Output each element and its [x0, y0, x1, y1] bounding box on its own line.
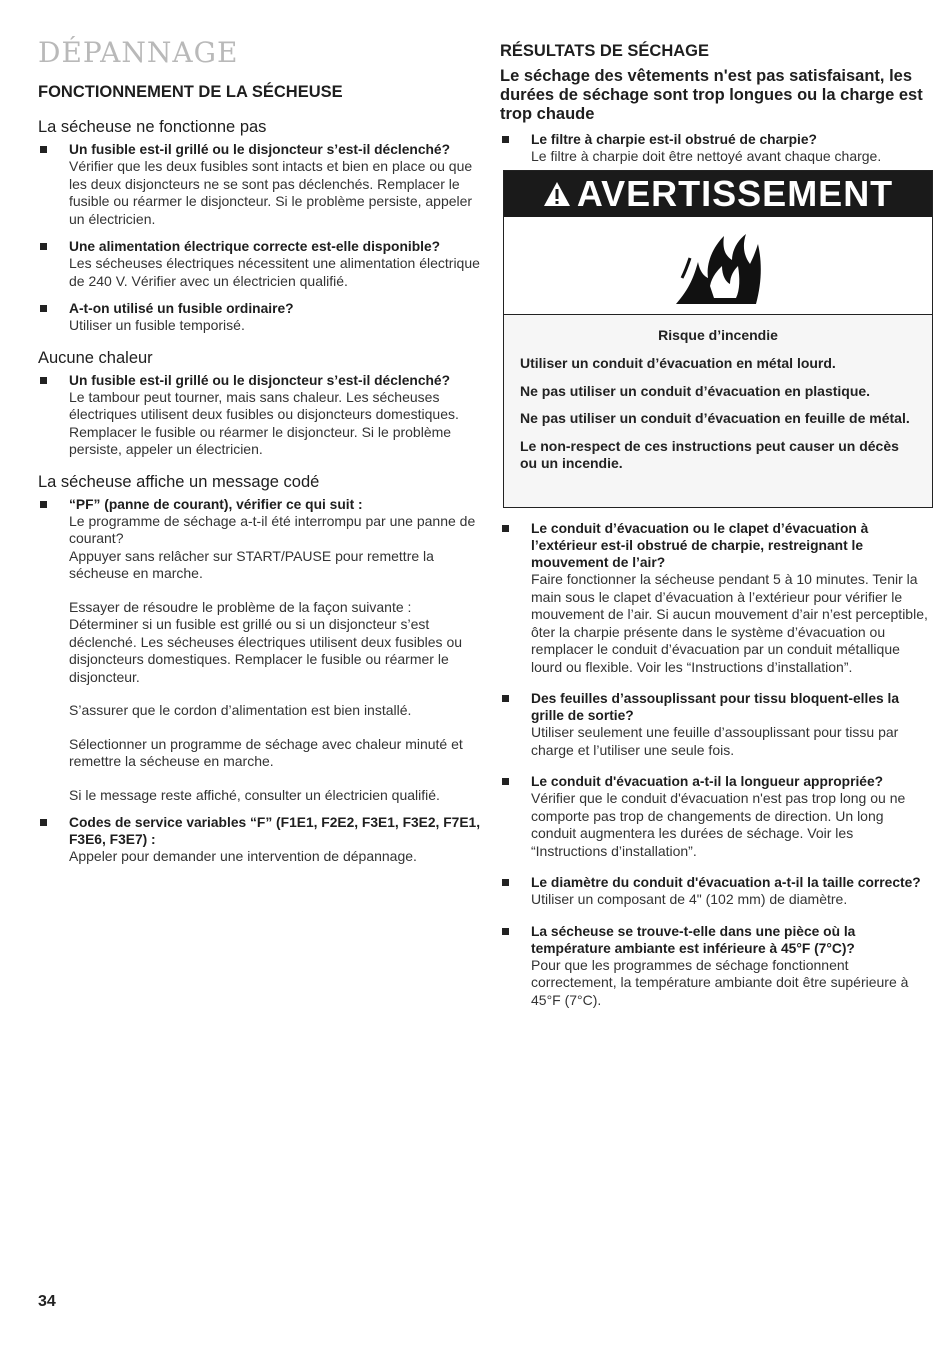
answer: Pour que les programmes de séchage fonctionnent correctement, la température ambiante doit être supérieure à 45°F (7°C).	[531, 956, 909, 1008]
answer: Vérifier que le conduit d'évacuation n'est pas trop long ou ne comporte pas trop de changements de direction. Un long conduit augmentera les durées de séchage. Voir les “Instructions d’installation”.	[531, 790, 906, 859]
answer: Les sécheuses électriques nécessitent une alimentation électrique de 240 V. Vérifier avec un électricien qualifié.	[69, 255, 480, 289]
list-item	[38, 141, 483, 228]
bullet-icon	[502, 879, 509, 886]
bullet-icon	[502, 778, 509, 785]
results-heading: Le séchage des vêtements n'est pas satisfaisant, les durées de séchage sont trop longues ou la charge est trop chaude	[500, 67, 923, 123]
paragraph: Si le message reste affiché, consulter un électricien qualifié.	[69, 786, 440, 803]
bullet-icon	[40, 305, 47, 312]
question: A-t-on utilisé un fusible ordinaire?	[69, 301, 294, 316]
question: La sécheuse se trouve-t-elle dans une pièce où la température ambiante est inférieure à 45°F (7°C)?	[531, 923, 856, 956]
question: “PF” (panne de courant), vérifier ce qui suit :	[69, 496, 363, 512]
list-item	[38, 496, 483, 805]
warning-box	[503, 170, 933, 508]
bullet-icon	[40, 819, 47, 826]
warning-line: Le non-respect de ces instructions peut causer un décès ou un incendie.	[520, 437, 899, 471]
answer: Vérifier que les deux fusibles sont intacts et bien en place ou que les deux disjoncteurs ne se sont pas déclenchés. Remplacer le fusible ou réarmer le disjoncteur. Si le problème persiste, appeler un électricien.	[69, 158, 473, 227]
list-item	[500, 520, 932, 676]
answer: Le tambour peut tourner, mais sans chaleur. Les sécheuses électriques utilisent deux fusibles ou disjoncteurs domestiques. Remplacer le fusible ou réarmer le disjoncteur. Si le problème persiste, appeler un électricien.	[69, 388, 459, 457]
answer: Le filtre à charpie doit être nettoyé avant chaque charge.	[531, 148, 882, 164]
bullet-icon	[40, 146, 47, 153]
left-column	[38, 36, 483, 880]
page-title: DÉPANNAGE	[38, 36, 239, 69]
warning-triangle-icon	[543, 181, 571, 207]
list-item	[500, 923, 932, 1010]
paragraph: S’assurer que le cordon d’alimentation est bien installé.	[69, 702, 412, 718]
warning-header	[504, 171, 932, 217]
question: Le filtre à charpie est-il obstrué de charpie?	[531, 132, 817, 147]
question: Des feuilles d’assouplissant pour tissu bloquent-elles la grille de sortie?	[531, 691, 900, 723]
page-number: 34	[38, 1293, 56, 1310]
paragraph: Essayer de résoudre le problème de la façon suivante : Déterminer si un fusible est grillé ou si un disjoncteur s’est déclenché. Les sécheuses électriques utilisent deux fusibles ou disjoncteurs domestiques. Remplacer le fusible ou réarmer le disjoncteur.	[69, 598, 463, 685]
list-item	[500, 773, 932, 860]
question: Le conduit d’évacuation ou le clapet d’évacuation à l’extérieur est-il obstrué de charpie, restreignant le mouvement de l’air?	[531, 521, 869, 570]
answer: Utiliser un composant de 4" (102 mm) de diamètre.	[531, 891, 848, 907]
list-item	[38, 814, 483, 866]
answer: Appeler pour demander une intervention de dépannage.	[69, 848, 417, 864]
list-item	[500, 690, 932, 759]
list-item	[500, 131, 932, 166]
warning-line: Ne pas utiliser un conduit d’évacuation en plastique.	[520, 382, 871, 399]
section-title-dryer-operation: FONCTIONNEMENT DE LA SÉCHEUSE	[38, 83, 343, 101]
question: Un fusible est-il grillé ou le disjoncteur s’est-il déclenché?	[69, 142, 451, 157]
bullet-icon	[502, 695, 509, 702]
group-no-operation	[38, 118, 483, 335]
list-item	[38, 300, 483, 335]
bullet-icon	[40, 501, 47, 508]
question: Le conduit d'évacuation a-t-il la longueur appropriée?	[531, 774, 884, 789]
paragraph: Sélectionner un programme de séchage avec chaleur minuté et remettre la sécheuse en marche.	[69, 735, 463, 769]
group-coded-message	[38, 473, 483, 866]
question: Le diamètre du conduit d'évacuation a-t-il la taille correcte?	[531, 875, 921, 890]
warning-risk: Risque d’incendie	[658, 327, 778, 343]
group-title: La sécheuse affiche un message codé	[38, 472, 320, 491]
group-title: La sécheuse ne fonctionne pas	[38, 118, 267, 136]
right-column-list	[500, 520, 932, 1019]
fire-icon-area	[504, 217, 932, 315]
warning-line: Utiliser un conduit d’évacuation en métal lourd.	[520, 355, 836, 371]
bullet-icon	[40, 377, 47, 384]
bullet-icon	[502, 136, 509, 143]
list-item	[38, 372, 483, 459]
question: Codes de service variables “F” (F1E1, F2E2, F3E1, F3E2, F7E1, F3E6, F3E7) :	[69, 815, 481, 847]
group-no-heat	[38, 349, 483, 459]
bullet-icon	[40, 243, 47, 250]
question: Une alimentation électrique correcte est-elle disponible?	[69, 239, 441, 254]
answer: Utiliser un fusible temporisé.	[69, 317, 245, 333]
section-title-drying-results: RÉSULTATS DE SÉCHAGE	[500, 42, 710, 60]
bullet-icon	[502, 525, 509, 532]
list-item	[500, 874, 932, 909]
group-title: Aucune chaleur	[38, 348, 153, 367]
right-column-top	[500, 42, 932, 176]
answer: Utiliser seulement une feuille d’assouplissant pour tissu par charge et l’utiliser une seule fois.	[531, 724, 899, 758]
warning-title: AVERTISSEMENT	[576, 173, 894, 214]
fire-icon	[670, 226, 766, 306]
warning-line: Ne pas utiliser un conduit d’évacuation en feuille de métal.	[520, 410, 910, 426]
answer: Le programme de séchage a-t-il été interrompu par une panne de courant? Appuyer sans relâcher sur START/PAUSE pour remettre la sécheuse en marche.	[69, 512, 476, 581]
bullet-icon	[502, 928, 509, 935]
question: Un fusible est-il grillé ou le disjoncteur s’est-il déclenché?	[69, 372, 451, 388]
list-item	[38, 238, 483, 290]
answer: Faire fonctionner la sécheuse pendant 5 à 10 minutes. Tenir la main sous le clapet d’évacuation à l’extérieur pour vérifier le mouvement de l’air. Si aucun mouvement d’air n’est perceptible, ôter la charpie présente dans le système d’évacuation ou remplacer le conduit d’évacuation par un conduit métallique lourd ou flexible. Voir les “Instructions d’installation”.	[531, 571, 928, 675]
warning-body	[504, 315, 932, 507]
